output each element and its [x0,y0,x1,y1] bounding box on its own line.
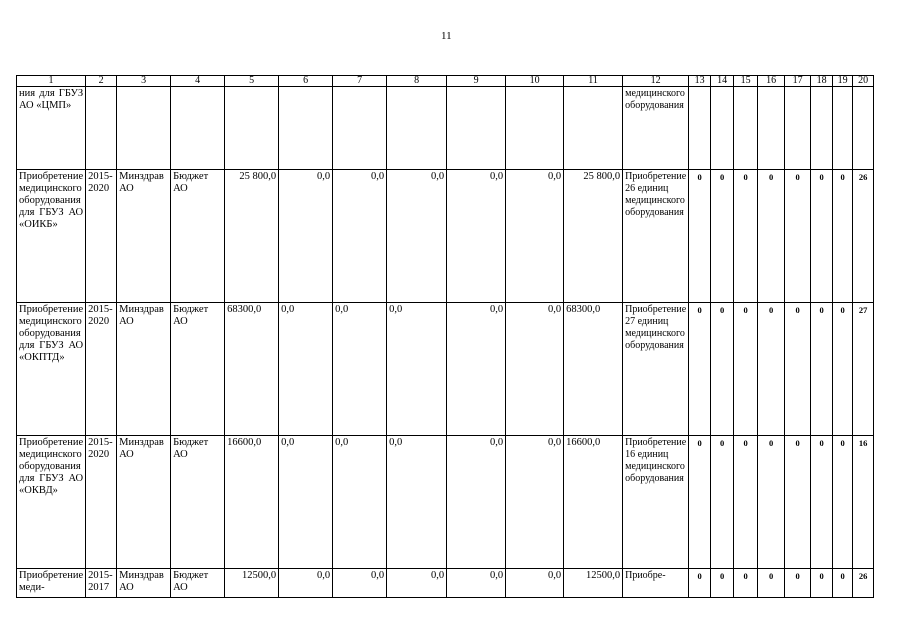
column-numbers-row [17,76,874,87]
column-header: 3 [117,76,171,87]
amount-cell: 0,0 [447,303,506,436]
funding-source-cell: Бюджет АО [171,170,225,303]
amount-cell: 12500,0 [225,569,279,598]
column-header: 6 [279,76,333,87]
column-header: 7 [333,76,387,87]
amount-cell: 0,0 [506,303,564,436]
amount-cell: 25 800,0 [225,170,279,303]
indicator-value-cell: 0 [833,436,853,569]
period-cell: 2015-2020 [86,170,117,303]
column-header: 14 [711,76,734,87]
amount-cell: 0,0 [387,170,447,303]
indicator-value-cell [811,87,833,170]
amount-cell: 0,0 [333,436,387,569]
amount-cell [564,87,623,170]
table-row [17,436,874,569]
indicator-value-cell: 0 [758,170,785,303]
amount-cell: 68300,0 [564,303,623,436]
indicator-value-cell [689,87,711,170]
indicator-value-cell [785,87,811,170]
amount-cell [447,87,506,170]
amount-cell: 0,0 [279,303,333,436]
amount-cell: 0,0 [279,569,333,598]
amount-cell: 16600,0 [564,436,623,569]
period-cell: 2015-2020 [86,436,117,569]
column-header: 16 [758,76,785,87]
amount-cell: 0,0 [447,436,506,569]
indicator-value-cell: 0 [689,436,711,569]
amount-cell [506,87,564,170]
table-row [17,87,874,170]
indicator-value-cell: 0 [811,569,833,598]
indicator-cell: медицинского оборудования [623,87,689,170]
amount-cell: 0,0 [506,569,564,598]
column-header: 15 [734,76,758,87]
indicator-value-cell: 0 [811,170,833,303]
indicator-value-cell [853,87,874,170]
indicator-cell: Приобретение 16 единиц медицинского оборудования [623,436,689,569]
executor-cell [117,87,171,170]
amount-cell: 0,0 [333,170,387,303]
indicator-value-cell: 0 [734,436,758,569]
column-header: 2 [86,76,117,87]
amount-cell: 0,0 [333,569,387,598]
indicator-value-cell: 0 [758,436,785,569]
indicator-value-cell: 0 [785,303,811,436]
indicator-value-cell: 0 [711,303,734,436]
amount-cell: 0,0 [447,569,506,598]
indicator-value-cell: 0 [711,436,734,569]
amount-cell: 0,0 [506,170,564,303]
funding-source-cell: Бюджет АО [171,303,225,436]
indicator-value-cell: 0 [711,569,734,598]
indicator-value-cell: 0 [785,436,811,569]
indicator-value-cell: 26 [853,170,874,303]
indicator-value-cell: 0 [734,569,758,598]
column-header: 5 [225,76,279,87]
column-header: 17 [785,76,811,87]
executor-cell: Минздрав АО [117,436,171,569]
indicator-value-cell: 0 [833,303,853,436]
activity-name-cell: Приобретение медицинского оборудования для ГБУЗ АО «ОКПТД» [17,303,86,436]
indicator-value-cell [758,87,785,170]
table-row [17,303,874,436]
indicator-cell: Приобре- [623,569,689,598]
column-header: 12 [623,76,689,87]
indicator-value-cell: 0 [758,303,785,436]
amount-cell [279,87,333,170]
page-number: 11 [441,30,452,42]
amount-cell [333,87,387,170]
amount-cell: 12500,0 [564,569,623,598]
period-cell: 2015-2020 [86,303,117,436]
amount-cell: 0,0 [387,303,447,436]
column-header: 8 [387,76,447,87]
table-row [17,569,874,598]
indicator-value-cell: 0 [758,569,785,598]
indicator-cell: Приобретение 26 единиц медицинского оборудования [623,170,689,303]
activity-name-cell: Приобретение меди- [17,569,86,598]
indicator-value-cell [833,87,853,170]
indicator-value-cell: 0 [811,303,833,436]
executor-cell: Минздрав АО [117,569,171,598]
column-header: 1 [17,76,86,87]
column-header: 19 [833,76,853,87]
funding-source-cell: Бюджет АО [171,569,225,598]
column-header: 9 [447,76,506,87]
amount-cell [225,87,279,170]
indicator-value-cell: 0 [785,170,811,303]
indicator-value-cell: 0 [711,170,734,303]
indicator-value-cell [734,87,758,170]
table-row [17,170,874,303]
funding-source-cell: Бюджет АО [171,436,225,569]
program-table [16,75,874,598]
amount-cell: 0,0 [387,436,447,569]
indicator-value-cell: 0 [734,170,758,303]
activity-name-cell: Приобретение медицинского оборудования для ГБУЗ АО «ОИКБ» [17,170,86,303]
amount-cell: 0,0 [279,436,333,569]
indicator-value-cell: 26 [853,569,874,598]
activity-name-cell: Приобретение медицинского оборудования для ГБУЗ АО «ОКВД» [17,436,86,569]
period-cell: 2015-2017 [86,569,117,598]
indicator-value-cell: 0 [833,569,853,598]
amount-cell: 68300,0 [225,303,279,436]
indicator-value-cell: 0 [689,303,711,436]
column-header: 13 [689,76,711,87]
amount-cell [387,87,447,170]
indicator-value-cell: 0 [689,170,711,303]
amount-cell: 0,0 [333,303,387,436]
column-header: 10 [506,76,564,87]
indicator-value-cell: 0 [689,569,711,598]
executor-cell: Минздрав АО [117,303,171,436]
indicator-value-cell: 0 [811,436,833,569]
indicator-value-cell: 16 [853,436,874,569]
column-header: 20 [853,76,874,87]
activity-name-cell: ния для ГБУЗ АО «ЦМП» [17,87,86,170]
indicator-value-cell: 0 [833,170,853,303]
indicator-cell: Приобретение 27 единиц медицинского оборудования [623,303,689,436]
indicator-value-cell: 0 [785,569,811,598]
amount-cell: 0,0 [387,569,447,598]
funding-source-cell [171,87,225,170]
amount-cell: 25 800,0 [564,170,623,303]
column-header: 18 [811,76,833,87]
amount-cell: 0,0 [506,436,564,569]
indicator-value-cell [711,87,734,170]
executor-cell: Минздрав АО [117,170,171,303]
column-header: 11 [564,76,623,87]
column-header: 4 [171,76,225,87]
amount-cell: 16600,0 [225,436,279,569]
indicator-value-cell: 0 [734,303,758,436]
period-cell [86,87,117,170]
amount-cell: 0,0 [279,170,333,303]
indicator-value-cell: 27 [853,303,874,436]
amount-cell: 0,0 [447,170,506,303]
